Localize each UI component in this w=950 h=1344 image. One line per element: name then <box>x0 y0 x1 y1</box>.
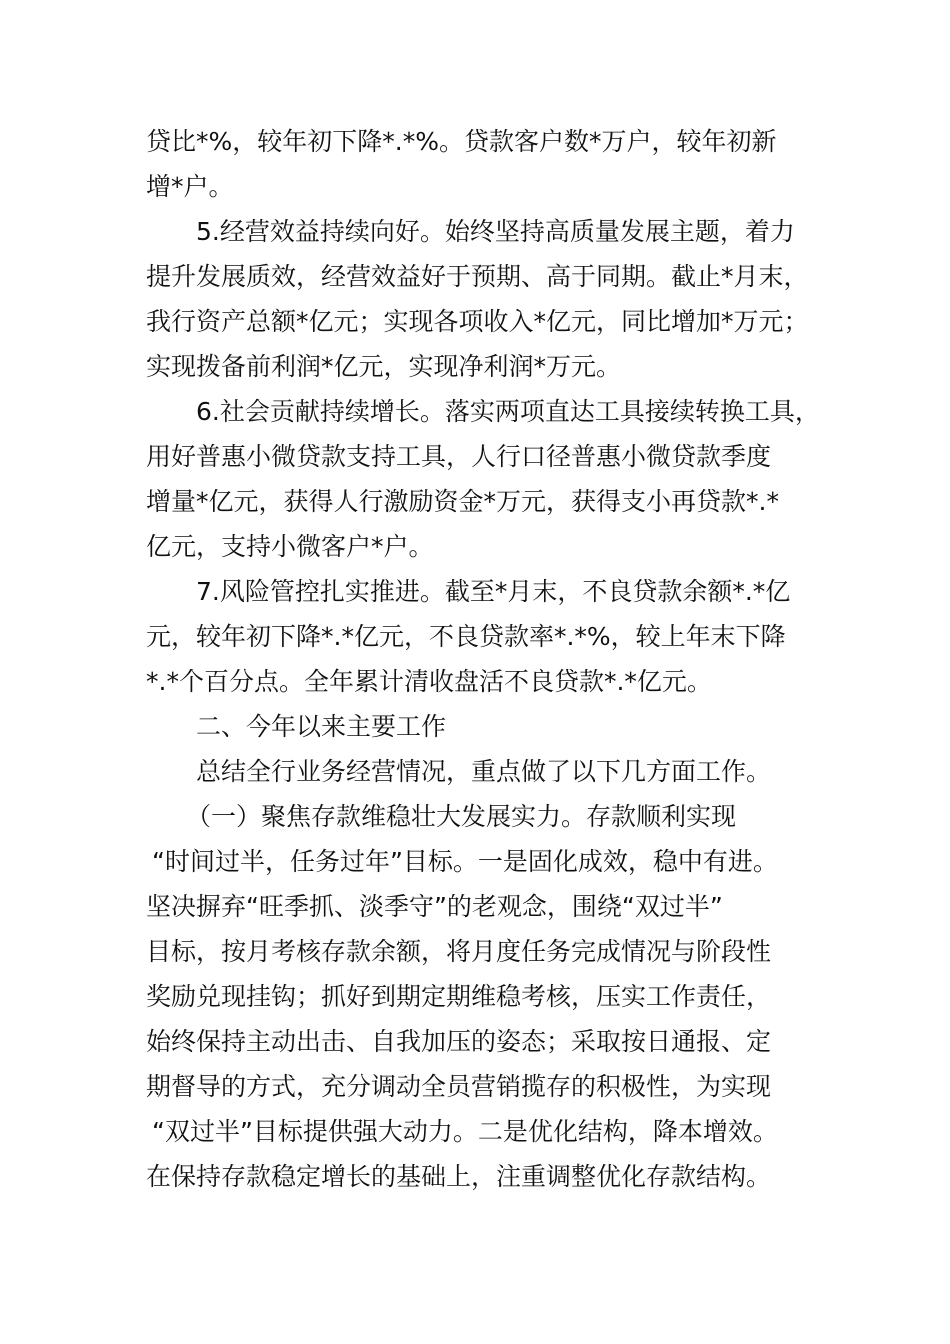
text-line: 总结全行业务经营情况，重点做了以下几方面工作。 <box>196 757 772 786</box>
text-line: 贷比*%，较年初下降*.*%。贷款客户数*万户，较年初新 <box>146 127 777 156</box>
paragraph-heading: 5.经营效益持续向好。始终坚持高质量发展主题，着力 <box>196 217 795 246</box>
text-line: “时间过半，任务过年”目标。一是固化成效，稳中有进。 <box>152 847 778 876</box>
text-line: 在保持存款稳定增长的基础上，注重调整优化存款结构。 <box>146 1162 772 1191</box>
paragraph-heading: 7.风险管控扎实推进。截至*月末，不良贷款余额*.*亿 <box>196 577 791 606</box>
text-line: 增*户。 <box>146 172 234 201</box>
text-line: 目标，按月考核存款余额，将月度任务完成情况与阶段性 <box>146 937 772 966</box>
text-line: 奖励兑现挂钩；抓好到期定期维稳考核，压实工作责任， <box>146 982 772 1011</box>
text-line: 元，较年初下降*.*亿元，不良贷款率*.*%，较上年末下降 <box>146 622 786 651</box>
text-line: “双过半”目标提供强大动力。二是优化结构，降本增效。 <box>152 1117 778 1146</box>
text-line: *.*个百分点。全年累计清收盘活不良贷款*.*亿元。 <box>146 667 712 696</box>
text-line: 我行资产总额*亿元；实现各项收入*亿元，同比增加*万元； <box>146 307 809 336</box>
text-line: 实现拨备前利润*亿元，实现净利润*万元。 <box>146 352 622 381</box>
text-line: 始终保持主动出击、自我加压的姿态；采取按日通报、定 <box>146 1027 772 1056</box>
paragraph-heading: 6.社会贡献持续增长。落实两项直达工具接续转换工具， <box>196 397 820 426</box>
text-line: 期督导的方式，充分调动全员营销揽存的积极性，为实现 <box>146 1072 772 1101</box>
text-line: 用好普惠小微贷款支持工具，人行口径普惠小微贷款季度 <box>146 442 772 471</box>
text-line: 亿元，支持小微客户*户。 <box>146 532 434 561</box>
text-line: 增量*亿元，获得人行激励资金*万元，获得支小再贷款*.* <box>146 487 779 516</box>
section-heading: 二、今年以来主要工作 <box>196 712 447 741</box>
text-line: 提升发展质效，经营效益好于预期、高于同期。截止*月末， <box>146 262 809 291</box>
text-line: 坚决摒弃“旺季抓、淡季守”的老观念，围绕“双过半” <box>146 892 723 921</box>
subsection-heading: （一）聚焦存款维稳壮大发展实力。存款顺利实现 <box>186 802 737 831</box>
